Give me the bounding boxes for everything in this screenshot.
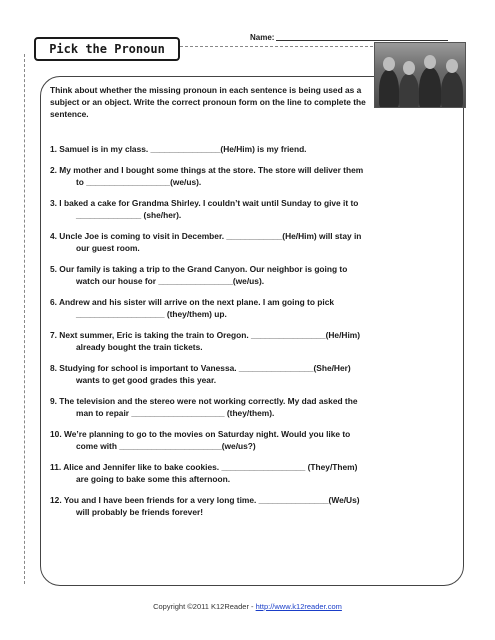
margin-divider: [24, 54, 25, 584]
question-continuation: are going to bake some this afternoon.: [76, 474, 231, 484]
question-continuation: ___________________ (they/them) up.: [76, 309, 227, 319]
copyright-text: Copyright ©2011 K12Reader -: [153, 602, 256, 611]
name-field: [250, 33, 448, 42]
question-7: [50, 329, 460, 353]
name-label: Name:: [250, 33, 275, 42]
question-list: [50, 143, 460, 527]
name-blank-line[interactable]: [276, 40, 448, 41]
question-10: [50, 428, 460, 452]
question-continuation: will probably be friends forever!: [76, 507, 204, 517]
website-link[interactable]: http://www.k12reader.com: [255, 602, 342, 611]
question-text: 3. I baked a cake for Grandma Shirley. I couldn’t wait until Sunday to give it to: [50, 198, 359, 208]
question-4: [50, 230, 460, 254]
question-text: 2. My mother and I bought some things at the store. The store will deliver them: [50, 165, 364, 175]
question-continuation: already bought the train tickets.: [76, 342, 203, 352]
question-5: [50, 263, 460, 287]
question-continuation: our guest room.: [76, 243, 140, 253]
question-text: 9. The television and the stereo were not working correctly. My dad asked the: [50, 396, 358, 406]
question-6: [50, 296, 460, 320]
question-continuation: to __________________(we/us).: [76, 177, 202, 187]
question-text: 7. Next summer, Eric is taking the train to Oregon. ________________(He/Him): [50, 330, 361, 340]
question-text: 4. Uncle Joe is coming to visit in December. ____________(He/Him) will stay in: [50, 231, 362, 241]
question-text: 10. We’re planning to go to the movies on Saturday night. Would you like to: [50, 429, 351, 439]
question-text: 11. Alice and Jennifer like to bake cookies. __________________ (They/Them): [50, 462, 358, 472]
question-continuation: ______________ (she/her).: [76, 210, 182, 220]
question-12: [50, 494, 460, 518]
question-continuation: wants to get good grades this year.: [76, 375, 217, 385]
instructions-text: Think about whether the missing pronoun in each sentence is being used as a subject or an object. Write the correct pronoun form on the line to complete the sentence.: [50, 85, 366, 119]
question-continuation: watch our house for ________________(we/us).: [76, 276, 265, 286]
question-11: [50, 461, 460, 485]
question-text: 1. Samuel is in my class. _______________(He/Him) is my friend.: [50, 144, 307, 154]
footer: [0, 602, 495, 611]
question-text: 8. Studying for school is important to Vanessa. ________________(She/Her): [50, 363, 351, 373]
question-9: [50, 395, 460, 419]
question-continuation: man to repair ____________________ (they/them).: [76, 408, 275, 418]
question-continuation: come with ______________________(we/us?): [76, 441, 256, 451]
question-text: 12. You and I have been friends for a very long time. _______________(We/Us): [50, 495, 360, 505]
question-8: [50, 362, 460, 386]
group-photo: [374, 42, 466, 108]
question-3: [50, 197, 460, 221]
worksheet-title: Pick the Pronoun: [34, 37, 180, 61]
question-2: [50, 164, 460, 188]
question-text: 5. Our family is taking a trip to the Grand Canyon. Our neighbor is going to: [50, 264, 348, 274]
question-text: 6. Andrew and his sister will arrive on the next plane. I am going to pick: [50, 297, 335, 307]
question-1: [50, 143, 460, 155]
